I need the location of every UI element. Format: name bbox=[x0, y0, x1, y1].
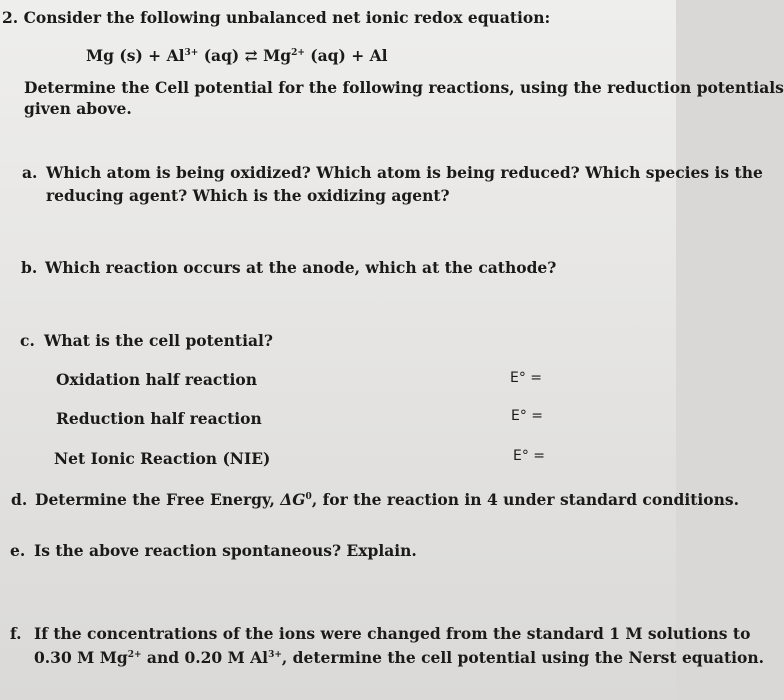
equilibrium-arrow-icon: ⇄ bbox=[244, 46, 258, 65]
part-d-text-after: , for the reaction in 4 under standard conditions. bbox=[311, 490, 739, 509]
part-e-marker: e. bbox=[10, 541, 26, 560]
equation-product: Mg bbox=[263, 46, 292, 65]
question-2-prompt bbox=[2, 8, 550, 28]
part-f-mg-charge: 2+ bbox=[127, 650, 142, 660]
equation-reactant: Mg (s) + Al bbox=[86, 46, 185, 65]
reduction-eo-label: E° = bbox=[511, 408, 544, 424]
part-b bbox=[21, 258, 556, 278]
equation-reactant-state: (aq) bbox=[203, 46, 240, 65]
net-ionic-eo-label: E° = bbox=[513, 448, 546, 464]
delta-g-superscript: 0 bbox=[305, 492, 312, 502]
equation-product-state: (aq) + Al bbox=[310, 46, 388, 65]
part-a-line-2: reducing agent? Which is the oxidizing agent? bbox=[46, 186, 450, 205]
part-e-text: Is the above reaction spontaneous? Explain. bbox=[34, 541, 417, 560]
question-number: 2. bbox=[2, 8, 19, 27]
part-c bbox=[20, 331, 273, 351]
part-f-marker: f. bbox=[10, 624, 22, 643]
delta-g-symbol: ΔG bbox=[280, 490, 306, 509]
part-f-line-1 bbox=[10, 624, 750, 644]
part-f-al-charge: 3+ bbox=[268, 650, 282, 660]
part-a-text: Which atom is being oxidized? Which atom is being reduced? Which species is the bbox=[46, 163, 763, 182]
equation-product-charge: 2+ bbox=[291, 48, 305, 58]
part-b-text: Which reaction occurs at the anode, which at the cathode? bbox=[45, 258, 557, 277]
part-f-text-end: , determine the cell potential using the Nerst equation. bbox=[281, 648, 765, 667]
part-b-marker: b. bbox=[21, 258, 38, 277]
oxidation-half-reaction-label: Oxidation half reaction bbox=[56, 370, 257, 389]
part-d-marker: d. bbox=[11, 490, 28, 509]
part-c-marker: c. bbox=[20, 331, 35, 350]
part-f-al-concentration: and 0.20 M Al bbox=[141, 648, 269, 667]
part-f-mg-concentration: 0.30 M Mg bbox=[34, 648, 128, 667]
equation-reactant-charge: 3+ bbox=[184, 48, 199, 58]
instruction-line-2: given above. bbox=[24, 99, 132, 118]
oxidation-eo-label: E° = bbox=[510, 370, 543, 386]
question-prompt: Consider the following unbalanced net ionic redox equation: bbox=[23, 8, 551, 27]
part-a-line-1 bbox=[22, 163, 763, 183]
part-c-text: What is the cell potential? bbox=[44, 331, 273, 350]
part-d bbox=[11, 490, 739, 510]
redox-equation bbox=[86, 46, 388, 66]
part-f-line-2 bbox=[34, 648, 764, 668]
part-f-text: If the concentrations of the ions were changed from the standard 1 M solutions to bbox=[34, 624, 751, 643]
part-a-marker: a. bbox=[22, 163, 38, 182]
reduction-half-reaction-label: Reduction half reaction bbox=[56, 409, 262, 428]
instruction-line-1: Determine the Cell potential for the following reactions, using the reduction potentials bbox=[24, 78, 784, 97]
part-d-text-before: Determine the Free Energy, bbox=[35, 490, 281, 509]
net-ionic-reaction-label: Net Ionic Reaction (NIE) bbox=[54, 449, 271, 468]
part-e bbox=[10, 541, 417, 561]
